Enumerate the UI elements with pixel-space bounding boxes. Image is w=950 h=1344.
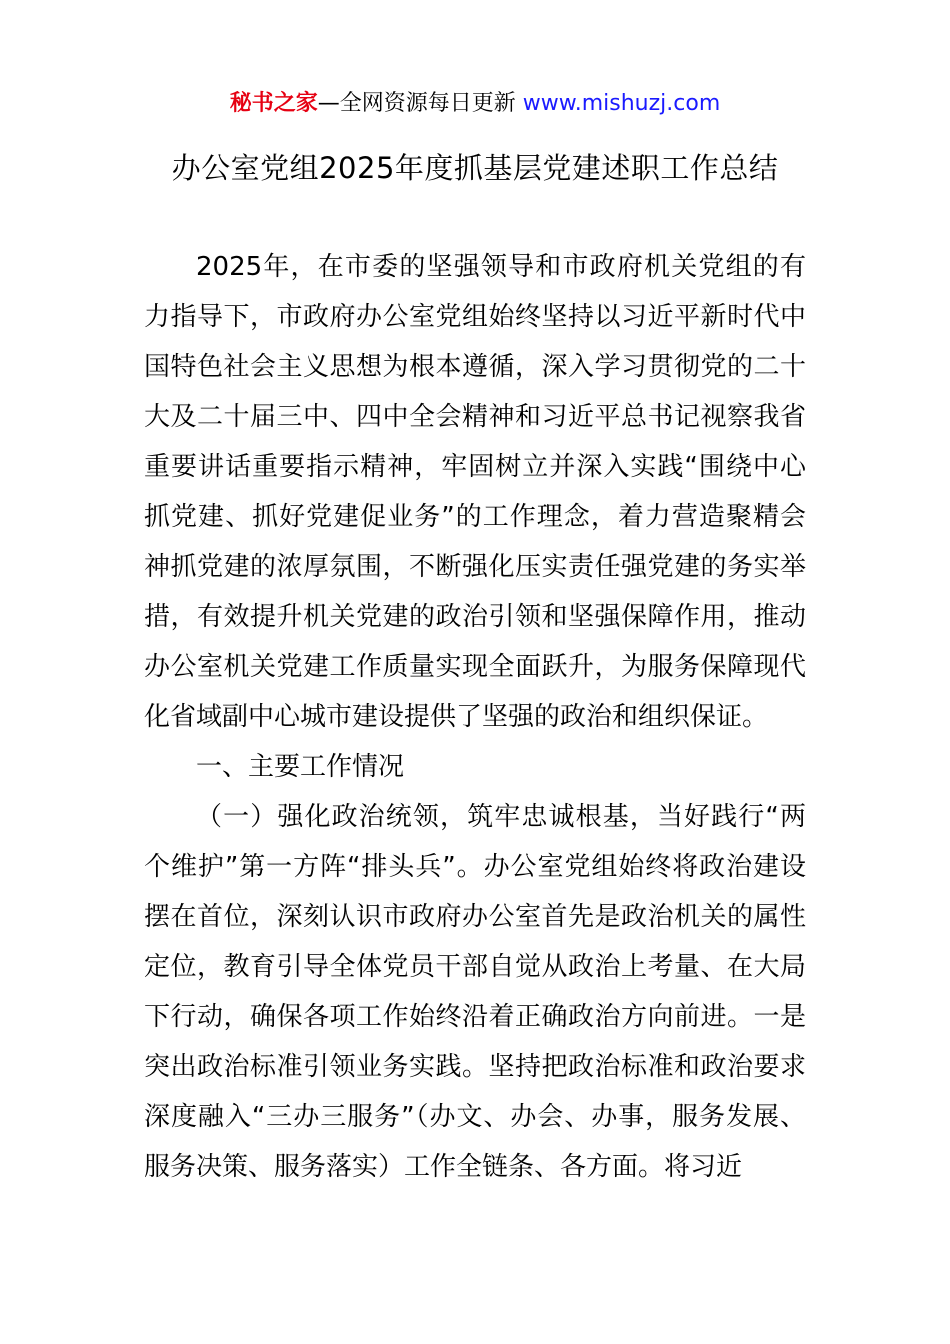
section-heading: 一、主要工作情况 [196, 752, 405, 782]
site-url-link[interactable]: www.mishuzj.com [522, 91, 721, 116]
site-header [0, 86, 950, 122]
section-paragraph: （一）强化政治统领，筑牢忠诚根基，当好践行“两个维护”第一方阵“排头兵”。办公室党组始终将政治建设摆在首位，深刻认识市政府办公室首先是政治机关的属性定位，教育引导全体党员干部自觉从政治上考量、在大局下行动，确保各项工作始终沿着正确政治方向前进。一是突出政治标准引领业务实践。坚持把政治标准和政治要求深度融入“三办三服务”（办文、办会、办事，服务发展、服务决策、服务落实）工作全链条、各方面。将习近 [144, 802, 806, 1182]
intro-paragraph: 2025年，在市委的坚强领导和市政府机关党组的有力指导下，市政府办公室党组始终坚持以习近平新时代中国特色社会主义思想为根本遵循，深入学习贯彻党的二十大及二十届三中、四中全会精神和习近平总书记视察我省重要讲话重要指示精神，牢固树立并深入实践“围绕中心抓党建、抓好党建促业务”的工作理念，着力营造聚精会神抓党建的浓厚氛围，不断强化压实责任强党建的务实举措，有效提升机关党建的政治引领和坚强保障作用，推动办公室机关党建工作质量实现全面跃升，为服务保障现代化省域副中心城市建设提供了坚强的政治和组织保证。 [144, 252, 806, 732]
site-tagline: —全网资源每日更新 [317, 91, 523, 116]
site-brand: 秘书之家 [229, 91, 318, 116]
document-title: 办公室党组2025年度抓基层党建述职工作总结 [171, 151, 779, 185]
document-body [144, 242, 806, 1192]
